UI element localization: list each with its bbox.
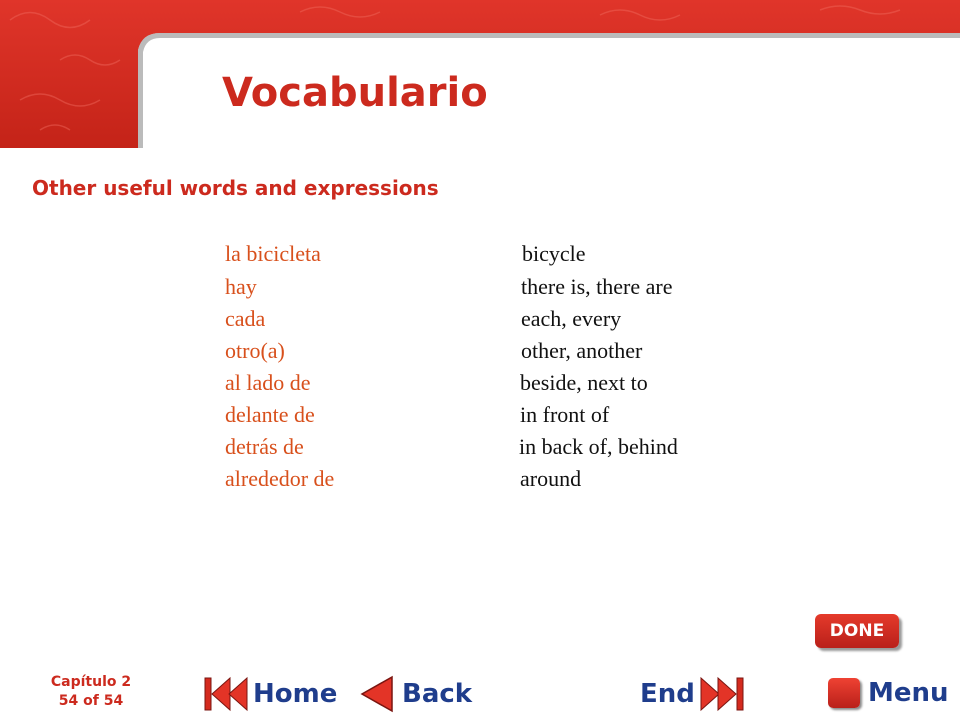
- double-left-arrow-icon: [203, 674, 249, 714]
- vocab-definition: around: [520, 466, 582, 491]
- vocab-definition: there is, there are: [521, 274, 673, 299]
- chapter-label: Capítulo 2: [50, 674, 132, 690]
- menu-button-label: Menu: [868, 678, 949, 708]
- back-button-label: Back: [402, 679, 473, 709]
- home-button[interactable]: [203, 674, 337, 714]
- vocab-definition: in front of: [520, 402, 610, 427]
- vocab-term: cada: [225, 306, 266, 331]
- vocab-term: al lado de: [225, 370, 311, 395]
- menu-button[interactable]: [828, 678, 949, 708]
- vocab-term: otro(a): [225, 338, 285, 363]
- home-button-label: Home: [253, 679, 338, 709]
- back-button[interactable]: [356, 674, 472, 714]
- vocab-term: hay: [225, 274, 257, 299]
- vocab-definition: beside, next to: [520, 370, 648, 395]
- vocab-definition: other, another: [521, 338, 643, 363]
- menu-square-icon: [828, 678, 860, 708]
- vocab-term: delante de: [225, 402, 315, 427]
- page-counter: 54 of 54: [58, 693, 124, 709]
- done-button-label: DONE: [829, 621, 885, 641]
- end-button[interactable]: [640, 674, 745, 714]
- vocab-term: alrededor de: [225, 466, 335, 491]
- vocab-term: detrás de: [225, 434, 304, 459]
- page-title: Vocabulario: [222, 70, 488, 116]
- vocab-definition: bicycle: [522, 241, 586, 266]
- vocab-definition: each, every: [521, 306, 622, 331]
- left-arrow-icon: [356, 674, 396, 714]
- vocab-term: la bicicleta: [225, 241, 321, 266]
- done-button[interactable]: [815, 614, 899, 648]
- vocab-definition: in back of, behind: [519, 434, 678, 459]
- section-subtitle: Other useful words and expressions: [32, 176, 439, 200]
- end-button-label: End: [640, 679, 695, 709]
- double-right-arrow-icon: [699, 674, 745, 714]
